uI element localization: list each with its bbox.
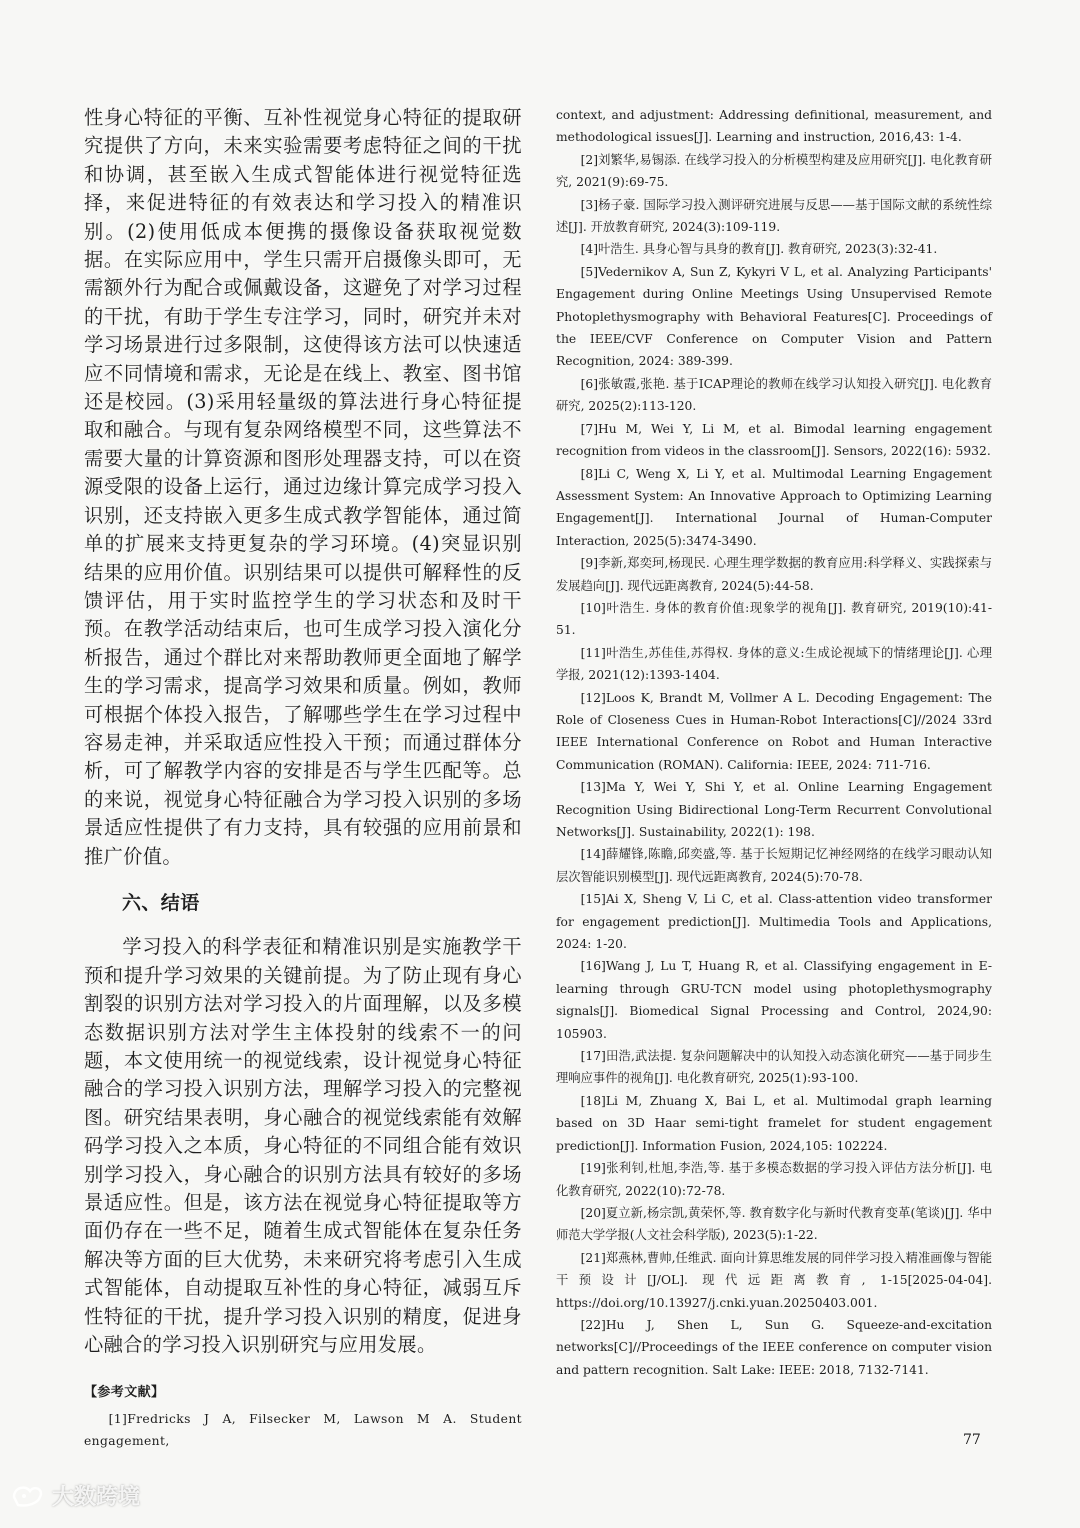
left-column	[84, 104, 522, 1452]
body-paragraph: 性身心特征的平衡、互补性视觉身心特征的提取研究提供了方向，未来实验需要考虑特征之间的干扰和协调，甚至嵌入生成式智能体进行视觉特征选择，来促进特征的有效表达和学习投入的精准识别。(2)使用低成本便携的摄像设备获取视觉数据。在实际应用中，学生只需开启摄像头即可，无需额外行为配合或佩戴设备，这避免了对学习过程的干扰，有助于学生专注学习，同时，研究并未对学习场景进行过多限制，这使得该方法可以快速适应不同情境和需求，无论是在线上、教室、图书馆还是校园。(3)采用轻量级的算法进行身心特征提取和融合。与现有复杂网络模型不同，这些算法不需要大量的计算资源和图形处理器支持，可以在资源受限的设备上运行，通过边缘计算完成学习投入识别，还支持嵌入更多生成式教学智能体，通过简单的扩展来支持更复杂的学习环境。(4)突显识别结果的应用价值。识别结果可以提供可解释性的反馈评估，用于实时监控学生的学习状态和及时干预。在教学活动结束后，也可生成学习投入演化分析报告，通过个群比对来帮助教师更全面地了解学生的学习需求，提高学习效果和质量。例如，教师可根据个体投入报告，了解哪些学生在学习过程中容易走神，并采取适应性投入干预；而通过群体分析，可了解教学内容的安排是否与学生匹配等。总的来说，视觉身心特征融合为学习投入识别的多场景适应性提供了有力支持，具有较强的应用前景和推广价值。	[84, 106, 522, 868]
reference-item: context, and adjustment: Addressing definitional, measurement, and methodological issues[J]. Learning and instruction, 2016,43: 1-4.	[556, 108, 992, 145]
reference-item: [12]Loos K, Brandt M, Vollmer A L. Decoding Engagement: The Role of Closeness Cues in Human-Robot Interactions[C]//2024 33rd IEEE International Conference on Robot and Human Interactive Communication (ROMAN). California: IEEE, 2024: 711-716.	[556, 690, 992, 772]
reference-item: [21]郑燕林,曹帅,任维武. 面向计算思维发展的同伴学习投入精准画像与智能干预设计[J/OL]. 现代远距离教育, 1-15[2025-04-04]. https://doi.org/10.13927/j.cnki.yuan.20250403.001.	[556, 1250, 992, 1310]
reference-item: [14]薛耀锋,陈瞻,邱奕盛,等. 基于长短期记忆神经网络的在线学习眼动认知层次智能识别模型[J]. 现代远距离教育, 2024(5):70-78.	[556, 847, 992, 884]
reference-item: [6]张敏霞,张艳. 基于ICAP理论的教师在线学习认知投入研究[J]. 电化教育研究, 2025(2):113-120.	[556, 376, 992, 414]
reference-item: [22]Hu J, Shen L, Sun G. Squeeze-and-excitation networks[C]//Proceedings of the IEEE conference on computer vision and pattern recognition. Salt Lake: IEEE: 2018, 7132-7141.	[556, 1317, 992, 1377]
references-heading: 【参考文献】	[84, 1385, 165, 1401]
reference-item: [5]Vedernikov A, Sun Z, Kykyri V L, et al. Analyzing Participants' Engagement during Online Meetings Using Unsupervised Remote Photoplethysmography with Behavioral Features[C]. Proceedings of the IEEE/CVF Conference on Computer Vision and Pattern Recognition, 2024: 389-399.	[556, 264, 992, 369]
section-heading: 六、结语	[122, 891, 200, 914]
reference-item: [20]夏立新,杨宗凯,黄荣怀,等. 教育数字化与新时代教育变革(笔谈)[J]. 华中师范大学学报(人文社会科学版), 2023(5):1-22.	[556, 1205, 992, 1243]
reference-item: [1]Fredricks J A, Filsecker M, Lawson M A. Student engagement,	[84, 1411, 522, 1448]
watermark-logo-icon	[10, 1481, 46, 1511]
reference-item: [4]叶浩生. 具身心智与具身的教育[J]. 教育研究, 2023(3):32-41.	[580, 242, 938, 257]
reference-item: [8]Li C, Weng X, Li Y, et al. Multimodal Learning Engagement Assessment System: An Innovative Approach to Optimizing Learning Engagement[J]. International Journal of Human-Computer Interaction, 2025(5):3474-3490.	[556, 466, 992, 548]
watermark-text: 大数跨境	[52, 1485, 141, 1510]
reference-item: [3]杨子豪. 国际学习投入测评研究进展与反思——基于国际文献的系统性综述[J]. 开放教育研究, 2024(3):109-119.	[556, 197, 992, 235]
reference-item: [10]叶浩生. 身体的教育价值:现象学的视角[J]. 教育研究, 2019(10):41-51.	[556, 600, 992, 638]
reference-item: [19]张利钊,杜旭,李浩,等. 基于多模态数据的学习投入评估方法分析[J]. 电化教育研究, 2022(10):72-78.	[556, 1161, 992, 1198]
reference-item: [7]Hu M, Wei Y, Li M, et al. Bimodal learning engagement recognition from videos in the classroom[J]. Sensors, 2022(16): 5932.	[556, 421, 992, 459]
reference-list	[556, 149, 992, 1381]
reference-item: [11]叶浩生,苏佳佳,苏得权. 身体的意义:生成论视域下的情绪理论[J]. 心理学报, 2021(12):1393-1404.	[556, 645, 992, 683]
reference-item: [2]刘繁华,易锡添. 在线学习投入的分析模型构建及应用研究[J]. 电化教育研究, 2021(9):69-75.	[556, 152, 992, 190]
reference-item: [17]田浩,武法提. 复杂问题解决中的认知投入动态演化研究——基于同步生理响应事件的视角[J]. 电化教育研究, 2025(1):93-100.	[556, 1049, 992, 1086]
right-column	[556, 104, 992, 1381]
page-number: 77	[963, 1432, 981, 1448]
reference-item: [13]Ma Y, Wei Y, Shi Y, et al. Online Learning Engagement Recognition Using Bidirectional Long-Term Recurrent Convolutional Networks[J]. Sustainability, 2022(1): 198.	[556, 780, 992, 839]
reference-item: [15]Ai X, Sheng V, Li C, et al. Class-attention video transformer for engagement prediction[J]. Multimedia Tools and Applications, 2024: 1-20.	[556, 892, 992, 952]
watermark	[10, 1480, 140, 1511]
reference-item: [16]Wang J, Lu T, Huang R, et al. Classifying engagement in E-learning through GRU-TCN model using photoplethysmography signals[J]. Biomedical Signal Processing and Control, 2024,90: 105903.	[556, 959, 992, 1041]
conclusion-paragraph: 学习投入的科学表征和精准识别是实施教学干预和提升学习效果的关键前提。为了防止现有身心割裂的识别方法对学习投入的片面理解，以及多模态数据识别方法对学生主体投射的线索不一的问题，本文使用统一的视觉线索，设计视觉身心特征融合的学习投入识别方法，理解学习投入的完整视图。研究结果表明，身心融合的视觉线索能有效解码学习投入之本质，身心特征的不同组合能有效识别学习投入，身心融合的识别方法具有较好的多场景适应性。但是，该方法在视觉身心特征提取等方面仍存在一些不足，随着生成式智能体在复杂任务解决等方面的巨大优势，未来研究将考虑引入生成式智能体，自动提取互补性的身心特征，减弱互斥性特征的干扰，提升学习投入识别的精度，促进身心融合的学习投入识别研究与应用发展。	[84, 935, 522, 1357]
reference-item: [18]Li M, Zhuang X, Bai L, et al. Multimodal graph learning based on 3D Haar semi-tight framelet for student engagement prediction[J]. Information Fusion, 2024,105: 102224.	[556, 1093, 992, 1153]
reference-item: [9]李新,郑奕珂,杨现民. 心理生理学数据的教育应用:科学释义、实践探索与发展趋向[J]. 现代远距离教育, 2024(5):44-58.	[556, 556, 992, 593]
